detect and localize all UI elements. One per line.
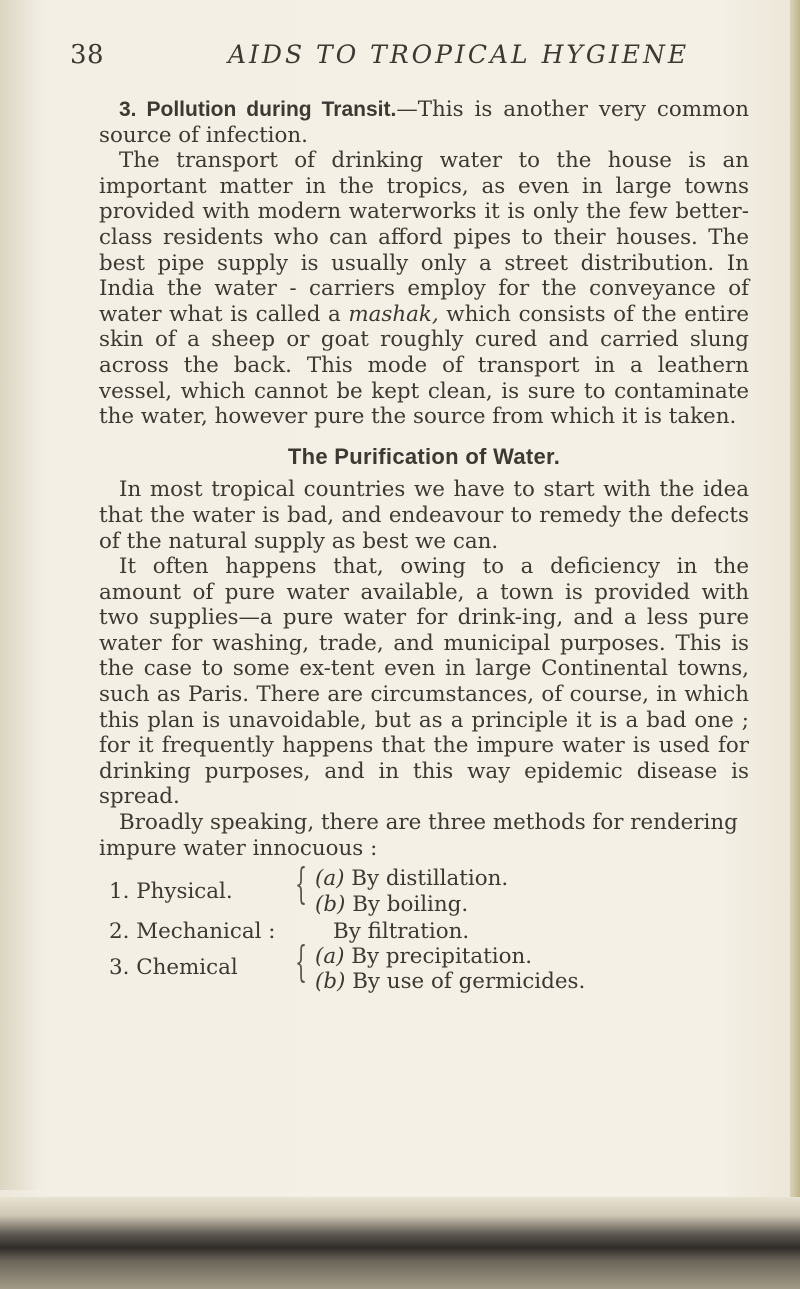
gutter-shadow (0, 0, 40, 1190)
page-bottom-edge (0, 1197, 800, 1289)
methods-list (99, 859, 749, 995)
page-edge (790, 0, 800, 1289)
option-letter: (b) (315, 892, 346, 918)
transport-text-end: which consists of the entire skin of a sheep or goat roughly cured and carried slung across the back. This mode of transport in a leathern vessel, which cannot be kept clean, is sure to contaminate the water, however pure the source from which it is taken. (99, 301, 749, 430)
section-heading: The Purification of Water. (287, 443, 561, 469)
page-header (70, 40, 760, 76)
transport-paragraph (99, 148, 749, 430)
option-letter: (a) (315, 944, 345, 970)
running-title: AIDS TO TROPICAL HYGIENE (228, 40, 690, 69)
brace-chemical: { (295, 937, 308, 987)
mechanical-option: By filtration. (333, 919, 470, 945)
section-3-paragraph (99, 97, 749, 148)
option-text: By distillation. (351, 866, 509, 892)
section-3-label: 3. Pollution during Transit. (119, 98, 397, 121)
method-chemical-label: 3. Chemical (109, 955, 238, 981)
body-text (99, 97, 749, 995)
chemical-option-b (315, 969, 585, 995)
tropical-paragraph: In most tropical countries we have to start with the idea that the water is bad, and endeavour to remedy the defects of the natural supply as best we can. (99, 477, 749, 554)
option-text: By precipitation. (351, 944, 533, 970)
mashak-term: mashak, (348, 301, 439, 327)
brace-physical: { (295, 859, 308, 909)
deficiency-paragraph: It often happens that, owing to a deficiency in the amount of pure water available, a town is provided with two supplies—a pure water for drink-ing, and a less pure water for washing, trade, and municipal purposes. This is the case to some ex-tent even in large Continental towns, such as Paris. There are circumstances, of course, in which this plan is unavoidable, but as a principle it is a bad one ; for it frequently happens that the impure water is used for drinking purposes, and in this way epidemic disease is spread. (99, 554, 749, 810)
method-physical-label: 1. Physical. (109, 879, 233, 905)
physical-option-a (315, 866, 508, 892)
option-text: By boiling. (352, 892, 469, 918)
option-letter: (a) (315, 866, 345, 892)
section-3-text: —This is another very common source of infection. (99, 97, 749, 148)
method-mechanical-label: 2. Mechanical : (109, 919, 276, 945)
option-letter: (b) (315, 969, 346, 995)
transport-text: The transport of drinking water to the house is an important matter in the tropics, as even in large towns provided with modern waterworks it is only the few better-class residents who can afford pipes to their houses. The best pipe supply is usually only a street distribution. In India the water - carriers employ for the conveyance of water what is called a (99, 148, 749, 327)
physical-option-b (315, 892, 468, 918)
page-number: 38 (70, 40, 105, 70)
chemical-option-a (315, 944, 532, 970)
broadly-paragraph: Broadly speaking, there are three methods for rendering impure water innocuous : (99, 810, 738, 861)
option-text: By use of germicides. (352, 969, 586, 995)
